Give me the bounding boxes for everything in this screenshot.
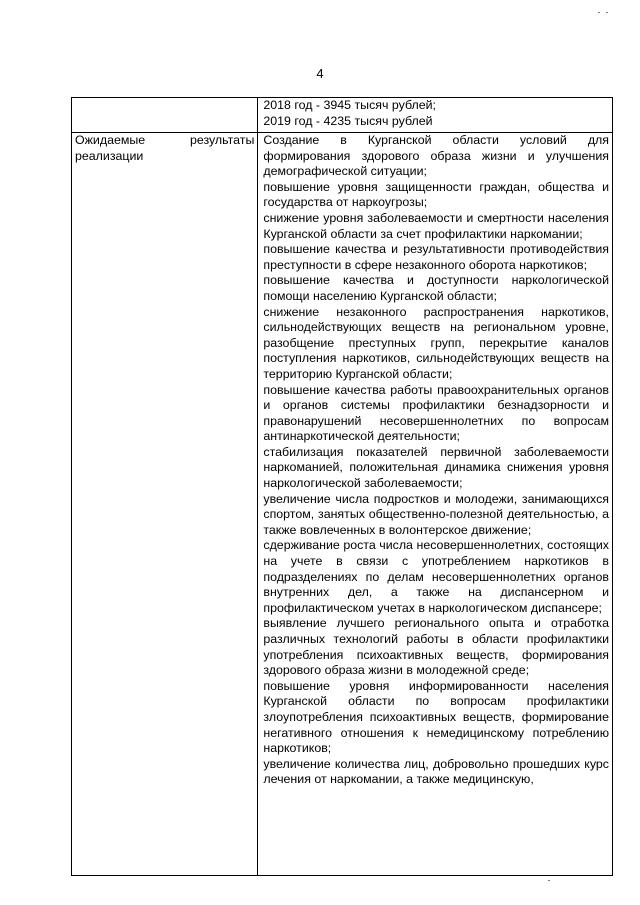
table-row-expected-results [72, 133, 613, 876]
result-item: повышение уровня информированности населения Курганской области по вопросам профилактики злоупотребления психоактивных веществ, формирование негативного отношения к немедицинскому потреблению наркотиков; [263, 678, 609, 756]
expected-results-label-cell [72, 133, 258, 876]
scan-artifact [606, 12, 608, 13]
page-number: 4 [316, 66, 324, 81]
result-item: снижение уровня заболеваемости и смертности населения Курганской области за счет профилактики наркомании; [263, 210, 609, 241]
budget-row-value-cell [258, 98, 613, 133]
program-passport-table [71, 97, 613, 876]
result-item: сдерживание роста числа несовершеннолетних, состоящих на учете в связи с употреблением наркотиков в подразделениях по делам несовершеннолетних органов внутренних дел, а также на диспансерном и профилактическом учетах в наркологическом диспансере; [263, 538, 609, 615]
scan-artifact [548, 880, 550, 881]
result-item: повышение качества и результативности противодействия преступности в сфере незаконного оборота наркотиков; [263, 242, 609, 272]
result-item: стабилизация показателей первичной заболеваемости наркоманией, положительная динамика снижения уровня наркологической заболеваемости; [263, 444, 609, 491]
scan-artifact [598, 12, 600, 13]
expected-results-list-cell [258, 133, 613, 876]
expected-results-label-line2: реализации [75, 148, 144, 163]
result-item: увеличение числа подростков и молодежи, занимающихся спортом, занятых общественно-полезной деятельностью, а также вовлеченных в волонтерское движение; [263, 491, 609, 537]
result-item: Создание в Курганской области условий для формирования здорового образа жизни и улучшения демографической ситуации; [263, 133, 609, 179]
result-item: увеличение количества лиц, добровольно прошедших курс лечения от наркомании, а также медицинскую, [263, 756, 609, 787]
expected-results-label-line1: Ожидаемые результаты [75, 133, 255, 147]
budget-line-2018: 2018 год - 3945 тысяч рублей; [263, 98, 436, 112]
result-item: снижение незаконного распространения наркотиков, сильнодействующих веществ на региональном уровне, разобщение преступных групп, перекрытие каналов поступления наркотиков, сильнодействующих веществ на территорию Курганской области; [263, 304, 609, 381]
budget-line-2019: 2019 год - 4235 тысяч рублей [263, 113, 433, 128]
result-item: повышение качества и доступности наркологической помощи населению Курганской области; [263, 273, 609, 303]
budget-row-label-cell [72, 98, 258, 133]
table-row-budget [72, 98, 613, 133]
result-item: повышение качества работы правоохранительных органов и органов системы профилактики безнадзорности и правонарушений несовершеннолетних по вопросам антинаркотической деятельности; [263, 382, 609, 444]
result-item: выявление лучшего регионального опыта и отработка различных технологий работы в области профилактики употребления психоактивных веществ, формирования здорового образа жизни в молодежной среде; [263, 616, 609, 678]
result-item: повышение уровня защищенности граждан, общества и государства от наркоугрозы; [263, 179, 609, 210]
